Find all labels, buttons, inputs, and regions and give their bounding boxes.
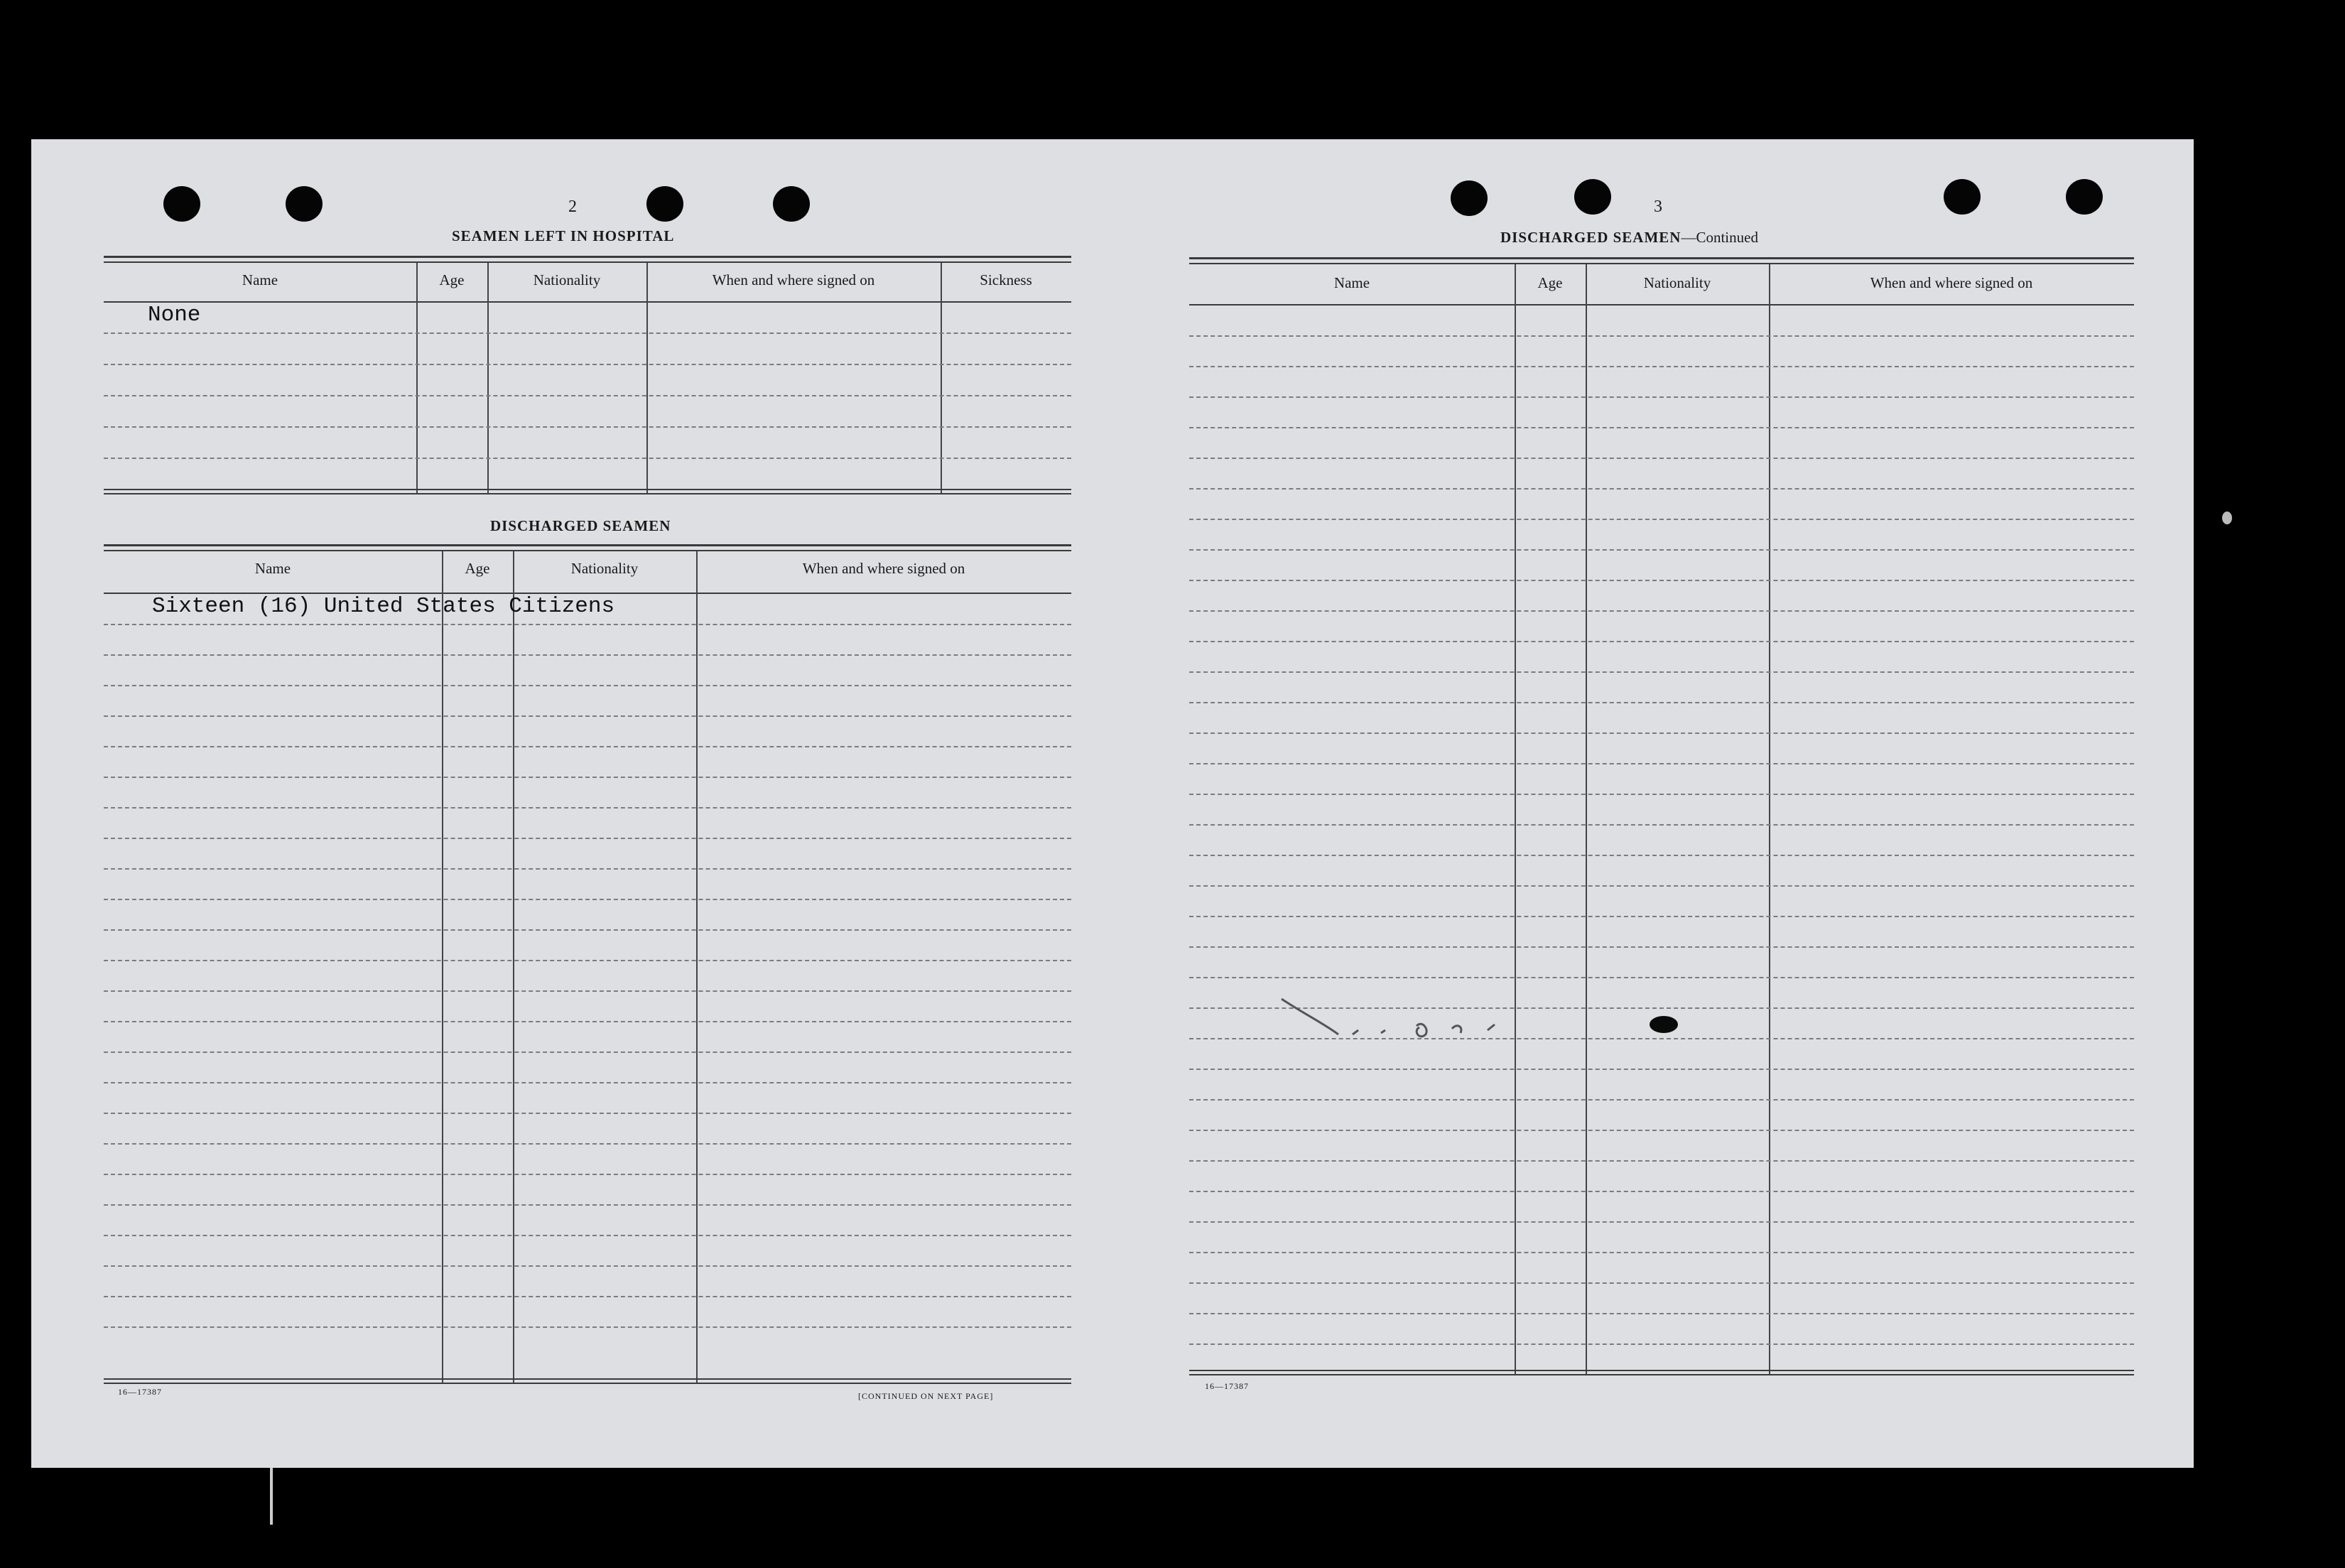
page-number-left: 2 (568, 198, 577, 216)
column-header-nationality: Nationality (533, 271, 601, 288)
column-header-name: Name (1333, 274, 1370, 291)
column-header-signed-on: When and where signed on (1870, 274, 2033, 291)
column-header-name: Name (242, 271, 278, 288)
column-header-sickness: Sickness (980, 271, 1032, 288)
edge-line (270, 1468, 273, 1525)
punch-hole (646, 186, 683, 222)
column-header-age: Age (465, 560, 490, 577)
column-header-nationality: Nationality (1643, 274, 1711, 291)
punch-hole (2066, 179, 2103, 215)
discharged-section-title: DISCHARGED SEAMEN (490, 517, 671, 534)
column-header-nationality: Nationality (570, 560, 639, 577)
punch-hole (286, 186, 323, 222)
discharged-continued-table (1189, 257, 2134, 1375)
punch-hole (1574, 179, 1611, 215)
discharged-entry: Sixteen (16) United States Citizens (152, 594, 615, 619)
punch-hole (163, 186, 200, 222)
column-header-age: Age (1537, 274, 1563, 291)
punch-hole (773, 186, 810, 222)
page-number-right: 3 (1654, 198, 1662, 216)
punch-hole (1944, 179, 1981, 215)
discharged-table (104, 544, 1071, 1385)
document-sheet (31, 139, 2194, 1468)
hospital-section-title: SEAMEN LEFT IN HOSPITAL (452, 227, 675, 244)
hospital-entry: None (148, 303, 201, 328)
hospital-table (104, 256, 1071, 497)
column-header-signed-on: When and where signed on (712, 271, 875, 288)
form-number-right: 16—17387 (1205, 1381, 1249, 1391)
section-title-suffix: —Continued (1681, 229, 1758, 246)
ink-speck (2222, 512, 2232, 524)
column-header-age: Age (439, 271, 465, 288)
continued-note: [CONTINUED ON NEXT PAGE] (858, 1391, 994, 1401)
punch-hole (1451, 180, 1488, 216)
section-title-text: DISCHARGED SEAMEN (1500, 229, 1681, 246)
form-number-left: 16—17387 (118, 1387, 162, 1397)
column-header-name: Name (254, 560, 291, 577)
continued-section-title (1500, 229, 1758, 247)
ink-scribble (1274, 985, 1701, 1049)
column-header-signed-on: When and where signed on (802, 560, 965, 577)
